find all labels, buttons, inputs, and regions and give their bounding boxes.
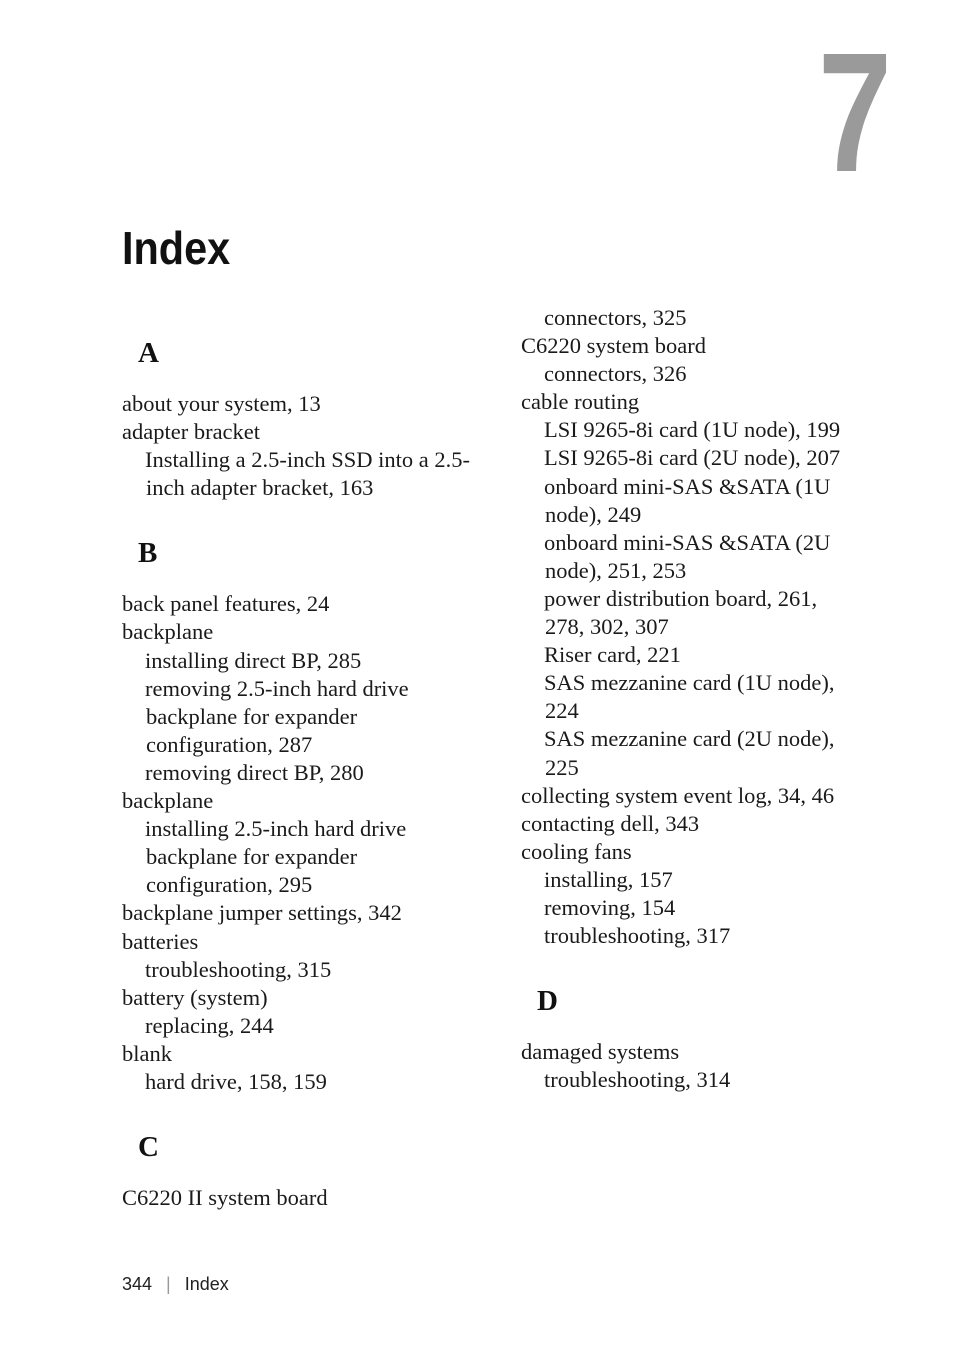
index-column-right bbox=[521, 304, 851, 1094]
chapter-number: 7 bbox=[818, 18, 892, 208]
index-subentry: LSI 9265-8i card (1U node), 199 bbox=[544, 417, 841, 443]
index-subentry: removing 2.5-inch hard drive backplane for expander configuration, 287 bbox=[145, 675, 409, 757]
index-entry: backplane bbox=[122, 788, 214, 814]
index-entry: contacting dell, 343 bbox=[521, 810, 700, 836]
index-subentry: connectors, 326 bbox=[544, 361, 687, 387]
index-letter-heading: D bbox=[537, 985, 558, 1018]
index-subentry: onboard mini-SAS &SATA (1U node), 249 bbox=[544, 473, 831, 527]
index-subentry: removing direct BP, 280 bbox=[145, 759, 364, 785]
index-subentry: installing 2.5-inch hard drive backplane for expander configuration, 295 bbox=[145, 816, 407, 898]
index-entry: blank bbox=[122, 1040, 172, 1066]
index-entry: backplane jumper settings, 342 bbox=[122, 900, 402, 926]
index-subentry: troubleshooting, 315 bbox=[145, 956, 332, 982]
section-gap bbox=[521, 950, 851, 974]
index-entry: cable routing bbox=[521, 389, 640, 415]
index-entry: cooling fans bbox=[521, 838, 632, 864]
index-subentry: troubleshooting, 317 bbox=[544, 923, 731, 949]
index-entry: C6220 system board bbox=[521, 333, 706, 359]
index-subentry: troubleshooting, 314 bbox=[544, 1067, 731, 1093]
index-subentry: removing, 154 bbox=[544, 894, 676, 920]
index-entry: about your system, 13 bbox=[122, 391, 321, 416]
index-letter-heading: C bbox=[138, 1131, 159, 1164]
index-letter-heading: B bbox=[138, 537, 158, 570]
index-entry: C6220 II system board bbox=[122, 1185, 328, 1211]
index-subentry: replacing, 244 bbox=[145, 1012, 274, 1038]
index-subentry: hard drive, 158, 159 bbox=[145, 1068, 327, 1094]
index-column-left bbox=[122, 328, 482, 1212]
index-subentry: onboard mini-SAS &SATA (2U node), 251, 253 bbox=[544, 529, 831, 583]
index-subentry: Installing a 2.5-inch SSD into a 2.5-inch adapter bracket, 163 bbox=[145, 447, 470, 501]
section-gap bbox=[122, 502, 482, 526]
index-subentry: power distribution board, 261, 278, 302, 307 bbox=[544, 585, 818, 640]
index-entry: backplane bbox=[122, 619, 214, 645]
index-letter-heading: A bbox=[138, 337, 159, 369]
footer-separator: | bbox=[166, 1274, 171, 1294]
index-entry: adapter bracket bbox=[122, 419, 261, 445]
page-title: Index bbox=[122, 222, 231, 274]
index-entry: damaged systems bbox=[521, 1039, 680, 1065]
index-entry: collecting system event log, 34, 46 bbox=[521, 782, 835, 808]
section-gap bbox=[122, 1096, 482, 1120]
index-subentry: SAS mezzanine card (1U node), 224 bbox=[544, 670, 835, 724]
index-subentry: installing, 157 bbox=[544, 866, 673, 892]
index-entry: battery (system) bbox=[122, 984, 268, 1010]
index-subentry: LSI 9265-8i card (2U node), 207 bbox=[544, 445, 841, 471]
page-number: 344 bbox=[122, 1274, 153, 1294]
index-subentry: Riser card, 221 bbox=[544, 642, 681, 668]
index-subentry: SAS mezzanine card (2U node), 225 bbox=[544, 726, 835, 780]
index-subentry: connectors, 325 bbox=[544, 305, 687, 330]
page-footer bbox=[122, 1272, 229, 1296]
index-subentry: installing direct BP, 285 bbox=[145, 647, 362, 673]
index-entry: back panel features, 24 bbox=[122, 591, 330, 617]
index-entry: batteries bbox=[122, 928, 199, 954]
footer-section: Index bbox=[184, 1274, 229, 1294]
